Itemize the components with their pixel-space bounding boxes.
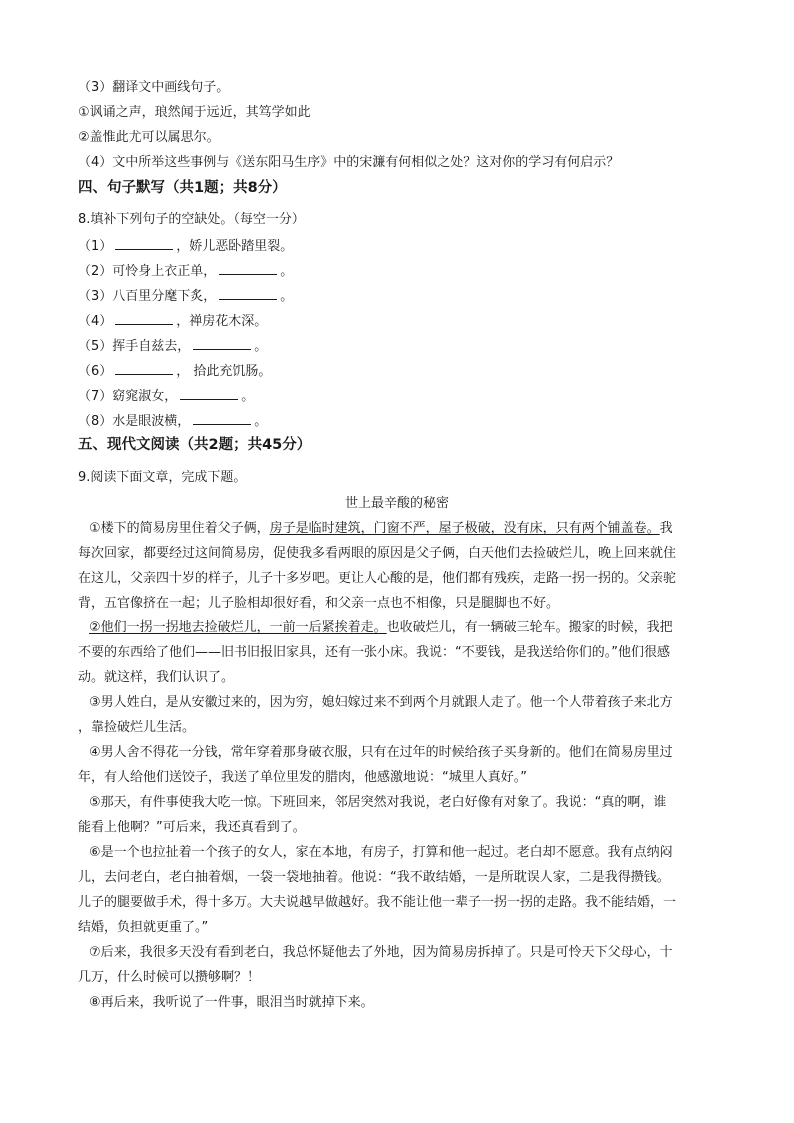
para1-line2: 每次回家，都要经过这间简易房，促使我多看两眼的原因是父子俩，白天他们去捡破烂儿，晚上回来就住 <box>78 546 677 561</box>
para2-line2: 不要的东西给了他们——旧书旧报旧家具，还有一张小床。我说：“不要钱，是我送给你们的。”他们很感 <box>78 645 670 660</box>
para3-line2: ，靠捡破烂儿生活。 <box>78 720 196 735</box>
para6-line3: 儿子的腿要做手术，得十多万。大夫说越早做越好。我不能让他一辈子一拐一拐的走路。我不能结婚，一 <box>78 895 677 910</box>
para4-line2: 年，有人给他们送饺子，我送了单位里发的腊肉，他感激地说：“城里人真好。” <box>78 770 527 785</box>
blank-line <box>115 313 173 325</box>
fill-item-6: （6） ， 拾此充饥肠。 <box>78 364 272 379</box>
para3-line1: ③男人姓白，是从安徽过来的，因为穷，媳妇嫁过来不到两个月就跟人走了。他一个人带着孩子来北方 <box>89 695 673 710</box>
fill-item-2: （2）可怜身上衣正单， 。 <box>78 264 294 279</box>
q7-sub4: （4）文中所举这些事例与《送东阳马生序》中的宋濂有何相似之处？这对你的学习有何启示？ <box>78 155 620 170</box>
blank-line <box>115 363 173 375</box>
para1-line1: ①楼下的简易房里住着父子俩，房子是临时建筑，门窗不严，屋子极破，没有床，只有两个铺盖卷。我 <box>89 521 673 536</box>
para6-line2: 儿，去问老白，老白抽着烟，一袋一袋地抽着。他说：“我不敢结婚，一是所耽误人家，二是我得攒钱。 <box>78 870 670 885</box>
para5-line1: ⑤那天，有件事使我大吃一惊。下班回来，邻居突然对我说，老白好像有对象了。我说：“真的啊，谁 <box>89 795 667 810</box>
para4-line1: ④男人舍不得花一分钱，常年穿着那身破衣服，只有在过年的时候给孩子买身新的。他们在简易房里过 <box>89 745 673 760</box>
para5-line2: 能看上他啊？”可后来，我还真看到了。 <box>78 820 306 835</box>
q7-sub3-a: ①讽诵之声，琅然闻于远近，其笃学如此 <box>78 105 311 120</box>
para2-line3: 动。就这样，我们认识了。 <box>78 670 235 685</box>
section5-heading: 五、现代文阅读（共2题；共45分） <box>78 437 312 453</box>
para8-line1: ⑧再后来，我听说了一件事，眼泪当时就掉下来。 <box>89 995 374 1010</box>
fill-item-5: （5）挥手自兹去， 。 <box>78 339 268 354</box>
para6-line4: 结婚，负担就更重了。” <box>78 920 209 935</box>
q7-sub3: （3）翻译文中画线句子。 <box>78 80 230 95</box>
para7-line1: ⑦后来，我很多天没有看到老白，我总怀疑他去了外地，因为简易房拆掉了。只是可怜天下父母心，十 <box>89 945 673 960</box>
q9-prompt: 9.阅读下面文章，完成下题。 <box>78 470 247 485</box>
fill-item-1: （1） ，娇儿恶卧踏里裂。 <box>78 239 294 254</box>
para1-line4: 背，五官像挤在一起；儿子脸相却很好看，和父亲一点也不相像，只是腿脚也不好。 <box>78 596 560 611</box>
blank-line <box>219 263 277 275</box>
article-title: 世上最辛酸的秘密 <box>344 496 449 511</box>
blank-line <box>193 338 251 350</box>
fill-item-7: （7）窈窕淑女， 。 <box>78 389 255 404</box>
para6-line1: ⑥是一个也拉扯着一个孩子的女人，家在本地，有房子，打算和他一起过。老白却不愿意。我有点纳闷 <box>89 845 673 860</box>
q8-prompt: 8.填补下列句子的空缺处。（每空一分） <box>78 212 305 227</box>
section4-heading: 四、句子默写（共1题；共8分） <box>78 180 287 196</box>
blank-line <box>115 238 173 250</box>
underlined-sentence: ②他们一拐一拐地去捡破烂儿，一前一后紧挨着走。 <box>89 620 387 635</box>
para2-line1: ②他们一拐一拐地去捡破烂儿，一前一后紧挨着走。也收破烂儿，有一辆破三轮车。搬家的时候，我把 <box>89 620 673 635</box>
blank-line <box>219 288 277 300</box>
fill-item-3: （3）八百里分麾下炙， 。 <box>78 289 294 304</box>
fill-item-4: （4） ，禅房花木深。 <box>78 314 268 329</box>
para1-line3: 在这儿，父亲四十岁的样子，儿子十多岁吧。更让人心酸的是，他们都有残疾，走路一拐一拐的。父亲驼 <box>78 571 677 586</box>
para7-line2: 几万，什么时候可以攒够啊？！ <box>78 970 261 985</box>
fill-item-8: （8）水是眼波横， 。 <box>78 414 268 429</box>
blank-line <box>180 388 238 400</box>
underlined-sentence: 房子是临时建筑，门窗不严，屋子极破，没有床，只有两个铺盖卷。 <box>269 521 660 536</box>
q7-sub3-b: ②盖惟此尤可以属思尔。 <box>78 130 220 145</box>
blank-line <box>193 413 251 425</box>
